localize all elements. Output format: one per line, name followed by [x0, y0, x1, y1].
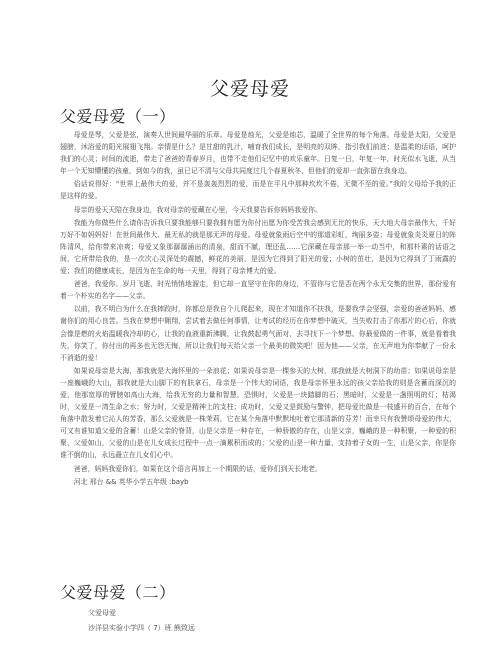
paragraph: 母亲的爱天天陪在我身边，我对母亲的爱藏在心里，今天我要告诉你妈妈我爱你。 [73, 205, 322, 214]
paragraph: 爸爸，妈妈我爱你们，如果在这个语言再加上一个期限的话，爱你们到天长地老。 [73, 464, 322, 473]
section-2-author: 沙洋县实验小学四（ 7）班 熊致远 [88, 624, 195, 632]
paragraph: 俗话说得好：“世界上最伟大的爱，并不是轰轰烈烈的爱，而是在平凡中那种坎坎不倦，无微不至的爱。”我的父母给予我的正是这样的爱。 [60, 180, 456, 201]
section-1-body [60, 129, 456, 488]
section-2-subtitle: 父爱母爱 [88, 609, 116, 617]
section-2-heading: 父爱母爱（二） [60, 583, 176, 602]
paragraph: 以前，我不明白为什么在我摔跤时，你都总是我自个儿爬起来，现在才知道你不扶我，是要我学会坚强，亲爱的爸爸妈妈，感谢你们的用心良苦。当我在梦想中翱翔，尝试着去做任何事情，让考试的经历在你梦想中破灭，当失败打击了你那片的心后，你就会像是燃的火焰温暖我冷却的心，让我的血液重新沸腾，让我鼓起勇气面对，去寻找下一个梦想。你最爱做的一件事，就是看着我失，你笑了，你付出的再多也无怨无悔，所以让我们每天给父亲一个最美的微笑吧！因为他——父亲，在无声地为你奉献了一份永不消逝的爱！ [60, 305, 456, 362]
paragraph: 爸爸，我爱你。岁月飞逝，时光悄悄地溜走，但它却一直坚守在你的身边，不管你与它是否在两个永无交集的世界，那份爱有着一个朴实的名字——父亲。 [60, 280, 456, 301]
section-2-body [88, 606, 448, 636]
paragraph: 我能为你做些什么请你告诉我只要我能够只要我拥有愿为你付出愿为你受苦我会感到无比的快乐，天大地大母亲最伟大，千好万好不如妈妈好！在世间最伟大、最无私的就是那无声的母爱。母爱就象雨后空中的那道彩虹，绚丽多姿；母爱就象炎炎夏日的阵阵清风，给你带来凉爽；母爱又象那潺潺涌出的清泉，甜而不腻，理还乱……它深藏在母亲那一举一动当中，和那朴素的话语之间，它所带给我的，是一次次心灵深处的震撼，鲜花的美丽，是因为它得到了阳光的爱；小树的茁壮，是因为它得到了丁雨露的爱；我们的健康成长，是因为在生命的每一天里，得到了母亲博大的爱。 [60, 218, 456, 276]
paragraph: 如果说母亲是大海，那我就是大海怀里的一朵浪花；如果说母亲是一棵参天的大树，那我就是大树洞下的幼苗；如果说母亲是一座巍峨的大山，那我就是大山脚下的有肤拿石，母亲是一个伟大的词语，我是母亲怀里永远的孩父亲给我的则是含蓄而深沉的爱，他那宽厚的臂膀如高山大海，给我无穷的力量和智慧，恐惧时，父爱是一块踏脚的石；黑暗时，父爱是一盏照明的灯；枯渴时，父爱是一湾生命之水；努力时，父爱是精神上的支柱；成功时，父爱又是鼓励与警钟，把母爱比做是一枝盛开的百合，在每个角落中散发着它沁人的芳香，那么父爱就是一株茉莉，它在某个角落中默默地吐着它那清新的芬芳！而幸只有我赞颂母爱的伟大，可又有谁知道父爱的含蓄！山是父亲的脊背，山是父亲是一种存在，一种骄傲的存在，山是父亲，巍峨的是一种积聚，一种爱的积聚，父爱如山，父爱的山是在儿女成长过程中一点一滴累积而成的；父爱的山是一种力量，支持着子女的一生，山是父亲，你是你谁不倒的山，永远矗立在儿女们心中。 [60, 366, 456, 460]
document-title: 父爱母爱 [209, 78, 290, 100]
paragraph: 母爱是琴，父爱是弦，演奏人世间最华丽的乐章。母爱是烛光，父爱是烛芯，温暖了全世界的每个角落。母爱是太阳，父爱是翅膀，沐浴爱的阳光展翅飞翔。亲情是什么？是甘甜的乳汁，哺育我们成长，是明亮的双眸，指引我们前进；是温柔的话语，呵护我们的心灵；时间的流逝，带走了爸爸的青春岁月，也带不走他们记忆中的欢乐童年。日复一日，年复一年，时光似水飞逝，从当年一个无知懵懂的孩童，到如今的我，虽已记不清与父母共同度过几个春夏秋冬，但他们的爱却一直弥留在我身边。 [60, 131, 456, 176]
section-1-heading: 父爱母爱（一） [60, 107, 176, 126]
author-line: 河北 邢台 && 英华小学五年级 :bayb [73, 477, 189, 486]
